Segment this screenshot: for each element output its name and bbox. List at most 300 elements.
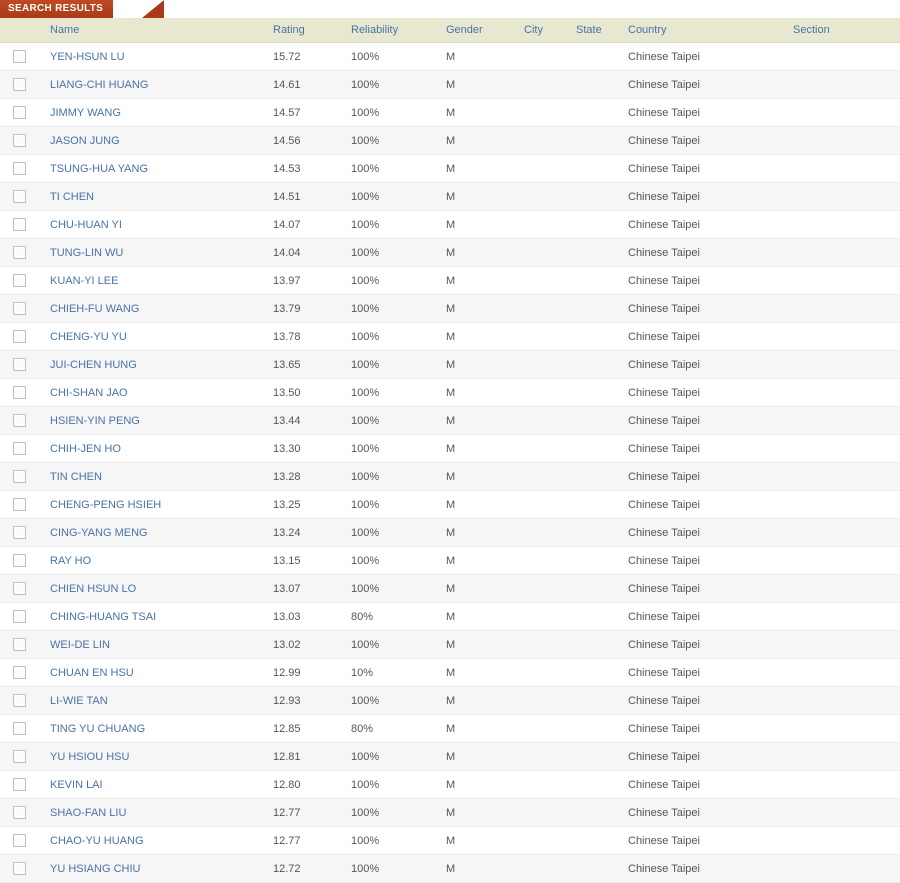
- cell-state: [576, 463, 628, 491]
- table-row[interactable]: [0, 715, 900, 743]
- cell-name: [38, 99, 273, 127]
- cell-section: [793, 659, 900, 687]
- player-name-link[interactable]: CHIH-JEN HO: [50, 442, 121, 455]
- row-select-cell[interactable]: [0, 183, 38, 211]
- cell-reliability: 100%: [351, 435, 446, 463]
- cell-reliability: 100%: [351, 183, 446, 211]
- cell-rating: 13.65: [273, 351, 351, 379]
- table-row[interactable]: [0, 687, 900, 715]
- cell-gender: M: [446, 379, 524, 407]
- row-select-cell[interactable]: [0, 323, 38, 351]
- table-body: [0, 43, 900, 883]
- cell-name: [38, 799, 273, 827]
- cell-state: [576, 127, 628, 155]
- row-select-cell[interactable]: [0, 659, 38, 687]
- table-row[interactable]: [0, 827, 900, 855]
- table-row[interactable]: [0, 435, 900, 463]
- table-row[interactable]: [0, 155, 900, 183]
- row-checkbox[interactable]: [13, 330, 26, 343]
- row-checkbox[interactable]: [13, 498, 26, 511]
- cell-city: [524, 155, 576, 183]
- cell-section: [793, 743, 900, 771]
- row-select-cell[interactable]: [0, 211, 38, 239]
- column-header-section-label[interactable]: Section: [793, 24, 830, 36]
- cell-state: [576, 267, 628, 295]
- cell-country: Chinese Taipei: [628, 71, 793, 99]
- cell-rating: 12.80: [273, 771, 351, 799]
- table-row[interactable]: [0, 799, 900, 827]
- cell-name: [38, 603, 273, 631]
- cell-rating: 13.15: [273, 547, 351, 575]
- cell-country: Chinese Taipei: [628, 267, 793, 295]
- column-header-section[interactable]: [793, 18, 900, 43]
- cell-city: [524, 547, 576, 575]
- player-name-link[interactable]: WEI-DE LIN: [50, 638, 110, 651]
- row-checkbox[interactable]: [13, 834, 26, 847]
- cell-reliability: 100%: [351, 211, 446, 239]
- cell-country: Chinese Taipei: [628, 43, 793, 71]
- cell-city: [524, 491, 576, 519]
- cell-name: [38, 211, 273, 239]
- row-select-cell[interactable]: [0, 519, 38, 547]
- table-row[interactable]: [0, 659, 900, 687]
- table-row[interactable]: [0, 463, 900, 491]
- cell-section: [793, 211, 900, 239]
- row-select-cell[interactable]: [0, 239, 38, 267]
- column-header-city-label[interactable]: City: [524, 24, 543, 36]
- cell-state: [576, 407, 628, 435]
- cell-name: [38, 491, 273, 519]
- cell-reliability: 100%: [351, 575, 446, 603]
- cell-state: [576, 491, 628, 519]
- cell-gender: M: [446, 239, 524, 267]
- row-checkbox[interactable]: [13, 806, 26, 819]
- column-header-state[interactable]: [576, 18, 628, 43]
- cell-gender: M: [446, 127, 524, 155]
- cell-section: [793, 855, 900, 883]
- cell-reliability: 100%: [351, 799, 446, 827]
- row-checkbox[interactable]: [13, 274, 26, 287]
- cell-reliability: 100%: [351, 407, 446, 435]
- table-row[interactable]: [0, 295, 900, 323]
- cell-name: [38, 155, 273, 183]
- cell-name: [38, 743, 273, 771]
- cell-reliability: 100%: [351, 687, 446, 715]
- cell-reliability: 100%: [351, 239, 446, 267]
- player-name-link[interactable]: CHIEH-FU WANG: [50, 302, 140, 315]
- cell-country: Chinese Taipei: [628, 547, 793, 575]
- row-select-cell[interactable]: [0, 407, 38, 435]
- row-checkbox[interactable]: [13, 638, 26, 651]
- cell-country: Chinese Taipei: [628, 799, 793, 827]
- row-select-cell[interactable]: [0, 463, 38, 491]
- player-name-link[interactable]: YEN-HSUN LU: [50, 50, 125, 63]
- cell-reliability: 100%: [351, 323, 446, 351]
- cell-city: [524, 183, 576, 211]
- player-name-link[interactable]: LIANG-CHI HUANG: [50, 78, 149, 91]
- row-select-cell[interactable]: [0, 715, 38, 743]
- cell-reliability: 100%: [351, 351, 446, 379]
- column-header-state-label[interactable]: State: [576, 24, 602, 36]
- player-name-link[interactable]: CHUAN EN HSU: [50, 666, 134, 679]
- column-header-rating[interactable]: [273, 18, 351, 43]
- cell-city: [524, 855, 576, 883]
- cell-state: [576, 715, 628, 743]
- row-checkbox[interactable]: [13, 666, 26, 679]
- table-row[interactable]: [0, 379, 900, 407]
- cell-state: [576, 43, 628, 71]
- row-checkbox[interactable]: [13, 190, 26, 203]
- cell-city: [524, 631, 576, 659]
- row-checkbox[interactable]: [13, 162, 26, 175]
- tab-skew-decoration: [142, 0, 164, 18]
- cell-country: Chinese Taipei: [628, 575, 793, 603]
- table-row[interactable]: [0, 631, 900, 659]
- cell-country: Chinese Taipei: [628, 155, 793, 183]
- player-name-link[interactable]: CHING-HUANG TSAI: [50, 610, 157, 623]
- row-checkbox[interactable]: [13, 442, 26, 455]
- column-header-name[interactable]: [38, 18, 273, 43]
- cell-reliability: 100%: [351, 771, 446, 799]
- cell-section: [793, 323, 900, 351]
- row-select-cell[interactable]: [0, 771, 38, 799]
- cell-reliability: 100%: [351, 855, 446, 883]
- cell-gender: M: [446, 799, 524, 827]
- cell-country: Chinese Taipei: [628, 771, 793, 799]
- row-checkbox[interactable]: [13, 218, 26, 231]
- player-name-link[interactable]: YU HSIOU HSU: [50, 750, 130, 763]
- cell-city: [524, 519, 576, 547]
- cell-section: [793, 603, 900, 631]
- cell-state: [576, 71, 628, 99]
- cell-city: [524, 463, 576, 491]
- column-header-name-label[interactable]: Name: [50, 24, 80, 36]
- player-name-link[interactable]: TING YU CHUANG: [50, 722, 146, 735]
- player-name-link[interactable]: JASON JUNG: [50, 134, 120, 147]
- cell-name: [38, 267, 273, 295]
- cell-rating: 12.85: [273, 715, 351, 743]
- table-row[interactable]: [0, 239, 900, 267]
- column-header-rating-label[interactable]: Rating: [273, 24, 305, 36]
- cell-rating: 12.81: [273, 743, 351, 771]
- cell-section: [793, 771, 900, 799]
- cell-section: [793, 547, 900, 575]
- cell-gender: M: [446, 659, 524, 687]
- cell-country: Chinese Taipei: [628, 295, 793, 323]
- table-row[interactable]: [0, 603, 900, 631]
- row-select-cell[interactable]: [0, 379, 38, 407]
- column-header-city[interactable]: [524, 18, 576, 43]
- row-select-cell[interactable]: [0, 827, 38, 855]
- table-row[interactable]: [0, 519, 900, 547]
- row-checkbox[interactable]: [13, 386, 26, 399]
- cell-rating: 12.77: [273, 799, 351, 827]
- cell-rating: 12.77: [273, 827, 351, 855]
- cell-rating: 13.24: [273, 519, 351, 547]
- column-header-country[interactable]: [628, 18, 793, 43]
- cell-section: [793, 351, 900, 379]
- table-row[interactable]: [0, 211, 900, 239]
- column-header-country-label[interactable]: Country: [628, 24, 667, 36]
- cell-city: [524, 743, 576, 771]
- cell-state: [576, 239, 628, 267]
- cell-rating: 14.57: [273, 99, 351, 127]
- cell-name: [38, 687, 273, 715]
- cell-gender: M: [446, 491, 524, 519]
- cell-country: Chinese Taipei: [628, 491, 793, 519]
- row-select-cell[interactable]: [0, 267, 38, 295]
- cell-reliability: 100%: [351, 631, 446, 659]
- player-name-link[interactable]: CING-YANG MENG: [50, 526, 148, 539]
- player-name-link[interactable]: CHENG-PENG HSIEH: [50, 498, 162, 511]
- cell-city: [524, 827, 576, 855]
- table-row[interactable]: [0, 267, 900, 295]
- cell-country: Chinese Taipei: [628, 519, 793, 547]
- cell-reliability: 80%: [351, 603, 446, 631]
- cell-state: [576, 435, 628, 463]
- cell-gender: M: [446, 463, 524, 491]
- table-row[interactable]: [0, 43, 900, 71]
- cell-gender: M: [446, 715, 524, 743]
- player-name-link[interactable]: HSIEN-YIN PENG: [50, 414, 140, 427]
- cell-country: Chinese Taipei: [628, 603, 793, 631]
- cell-reliability: 100%: [351, 295, 446, 323]
- cell-gender: M: [446, 547, 524, 575]
- cell-state: [576, 295, 628, 323]
- cell-reliability: 100%: [351, 267, 446, 295]
- cell-section: [793, 435, 900, 463]
- cell-city: [524, 435, 576, 463]
- cell-gender: M: [446, 855, 524, 883]
- row-checkbox[interactable]: [13, 610, 26, 623]
- table-row[interactable]: [0, 855, 900, 883]
- row-checkbox[interactable]: [13, 246, 26, 259]
- cell-name: [38, 379, 273, 407]
- table-row[interactable]: [0, 323, 900, 351]
- player-name-link[interactable]: TSUNG-HUA YANG: [50, 162, 148, 175]
- cell-reliability: 100%: [351, 43, 446, 71]
- cell-reliability: 100%: [351, 71, 446, 99]
- player-name-link[interactable]: CHAO-YU HUANG: [50, 834, 144, 847]
- cell-name: [38, 519, 273, 547]
- cell-state: [576, 659, 628, 687]
- table-row[interactable]: [0, 351, 900, 379]
- row-select-cell[interactable]: [0, 631, 38, 659]
- column-header-gender[interactable]: [446, 18, 524, 43]
- table-row[interactable]: [0, 99, 900, 127]
- cell-country: Chinese Taipei: [628, 351, 793, 379]
- table-row[interactable]: [0, 491, 900, 519]
- cell-country: Chinese Taipei: [628, 323, 793, 351]
- cell-section: [793, 239, 900, 267]
- cell-country: Chinese Taipei: [628, 239, 793, 267]
- row-select-cell[interactable]: [0, 491, 38, 519]
- cell-city: [524, 575, 576, 603]
- table-row[interactable]: [0, 407, 900, 435]
- cell-section: [793, 99, 900, 127]
- row-checkbox[interactable]: [13, 722, 26, 735]
- player-name-link[interactable]: CHIEN HSUN LO: [50, 582, 137, 595]
- cell-city: [524, 603, 576, 631]
- player-name-link[interactable]: JIMMY WANG: [50, 106, 121, 119]
- column-header-gender-label[interactable]: Gender: [446, 24, 483, 36]
- cell-city: [524, 771, 576, 799]
- cell-rating: 13.03: [273, 603, 351, 631]
- cell-name: [38, 71, 273, 99]
- player-name-link[interactable]: CHI-SHAN JAO: [50, 386, 128, 399]
- cell-rating: 12.93: [273, 687, 351, 715]
- cell-gender: M: [446, 323, 524, 351]
- cell-gender: M: [446, 827, 524, 855]
- column-header-reliability[interactable]: [351, 18, 446, 43]
- cell-name: [38, 771, 273, 799]
- cell-state: [576, 379, 628, 407]
- cell-gender: M: [446, 687, 524, 715]
- row-checkbox[interactable]: [13, 414, 26, 427]
- cell-rating: 13.78: [273, 323, 351, 351]
- results-banner: [0, 0, 900, 18]
- cell-section: [793, 631, 900, 659]
- row-checkbox[interactable]: [13, 358, 26, 371]
- row-checkbox[interactable]: [13, 302, 26, 315]
- search-results-tab-label: SEARCH RESULTS: [0, 0, 113, 18]
- cell-gender: M: [446, 407, 524, 435]
- cell-rating: 13.25: [273, 491, 351, 519]
- cell-rating: 13.02: [273, 631, 351, 659]
- cell-country: Chinese Taipei: [628, 379, 793, 407]
- player-name-link[interactable]: LI-WIE TAN: [50, 694, 108, 707]
- row-select-cell[interactable]: [0, 799, 38, 827]
- row-checkbox[interactable]: [13, 50, 26, 63]
- cell-state: [576, 183, 628, 211]
- cell-section: [793, 183, 900, 211]
- row-select-cell[interactable]: [0, 155, 38, 183]
- row-checkbox[interactable]: [13, 526, 26, 539]
- cell-gender: M: [446, 435, 524, 463]
- row-select-cell[interactable]: [0, 547, 38, 575]
- cell-city: [524, 43, 576, 71]
- cell-name: [38, 631, 273, 659]
- cell-state: [576, 575, 628, 603]
- row-select-cell[interactable]: [0, 603, 38, 631]
- cell-name: [38, 827, 273, 855]
- table-row[interactable]: [0, 771, 900, 799]
- cell-section: [793, 71, 900, 99]
- row-checkbox[interactable]: [13, 582, 26, 595]
- row-checkbox[interactable]: [13, 554, 26, 567]
- cell-gender: M: [446, 771, 524, 799]
- cell-rating: 12.72: [273, 855, 351, 883]
- cell-section: [793, 715, 900, 743]
- cell-city: [524, 211, 576, 239]
- cell-city: [524, 127, 576, 155]
- row-select-cell[interactable]: [0, 743, 38, 771]
- row-select-cell[interactable]: [0, 295, 38, 323]
- row-select-cell[interactable]: [0, 855, 38, 883]
- cell-reliability: 100%: [351, 127, 446, 155]
- cell-country: Chinese Taipei: [628, 211, 793, 239]
- cell-gender: M: [446, 99, 524, 127]
- row-checkbox[interactable]: [13, 470, 26, 483]
- row-checkbox[interactable]: [13, 778, 26, 791]
- row-checkbox[interactable]: [13, 78, 26, 91]
- player-name-link[interactable]: YU HSIANG CHIU: [50, 862, 141, 875]
- cell-name: [38, 127, 273, 155]
- row-checkbox[interactable]: [13, 694, 26, 707]
- row-select-cell[interactable]: [0, 687, 38, 715]
- table-row[interactable]: [0, 71, 900, 99]
- cell-country: Chinese Taipei: [628, 715, 793, 743]
- table-row[interactable]: [0, 127, 900, 155]
- cell-section: [793, 519, 900, 547]
- cell-city: [524, 715, 576, 743]
- row-select-cell[interactable]: [0, 435, 38, 463]
- row-checkbox[interactable]: [13, 750, 26, 763]
- cell-gender: M: [446, 183, 524, 211]
- cell-city: [524, 295, 576, 323]
- table-row[interactable]: [0, 547, 900, 575]
- cell-state: [576, 827, 628, 855]
- row-select-cell[interactable]: [0, 99, 38, 127]
- cell-country: Chinese Taipei: [628, 687, 793, 715]
- cell-country: Chinese Taipei: [628, 99, 793, 127]
- row-select-cell[interactable]: [0, 71, 38, 99]
- cell-gender: M: [446, 295, 524, 323]
- cell-city: [524, 379, 576, 407]
- row-checkbox[interactable]: [13, 134, 26, 147]
- row-select-cell[interactable]: [0, 43, 38, 71]
- row-select-cell[interactable]: [0, 575, 38, 603]
- player-name-link[interactable]: CHU-HUAN YI: [50, 218, 122, 231]
- cell-rating: 14.51: [273, 183, 351, 211]
- cell-city: [524, 323, 576, 351]
- row-checkbox[interactable]: [13, 106, 26, 119]
- cell-country: Chinese Taipei: [628, 827, 793, 855]
- player-name-link[interactable]: CHENG-YU YU: [50, 330, 127, 343]
- row-select-cell[interactable]: [0, 351, 38, 379]
- player-name-link[interactable]: SHAO-FAN LIU: [50, 806, 127, 819]
- cell-gender: M: [446, 211, 524, 239]
- player-name-link[interactable]: TUNG-LIN WU: [50, 246, 124, 259]
- cell-city: [524, 267, 576, 295]
- cell-city: [524, 799, 576, 827]
- cell-city: [524, 351, 576, 379]
- cell-reliability: 100%: [351, 463, 446, 491]
- cell-name: [38, 43, 273, 71]
- cell-rating: 14.07: [273, 211, 351, 239]
- table-row[interactable]: [0, 183, 900, 211]
- table-row[interactable]: [0, 575, 900, 603]
- cell-name: [38, 463, 273, 491]
- player-name-link[interactable]: JUI-CHEN HUNG: [50, 358, 137, 371]
- column-header-reliability-label[interactable]: Reliability: [351, 24, 399, 36]
- player-name-link[interactable]: KUAN-YI LEE: [50, 274, 119, 287]
- player-name-link[interactable]: TIN CHEN: [50, 470, 102, 483]
- cell-gender: M: [446, 575, 524, 603]
- player-name-link[interactable]: TI CHEN: [50, 190, 94, 203]
- cell-reliability: 100%: [351, 519, 446, 547]
- player-name-link[interactable]: KEVIN LAI: [50, 778, 103, 791]
- row-select-cell[interactable]: [0, 127, 38, 155]
- cell-city: [524, 99, 576, 127]
- table-row[interactable]: [0, 743, 900, 771]
- player-name-link[interactable]: RAY HO: [50, 554, 92, 567]
- row-checkbox[interactable]: [13, 862, 26, 875]
- cell-rating: 13.97: [273, 267, 351, 295]
- cell-reliability: 80%: [351, 715, 446, 743]
- cell-section: [793, 43, 900, 71]
- cell-name: [38, 855, 273, 883]
